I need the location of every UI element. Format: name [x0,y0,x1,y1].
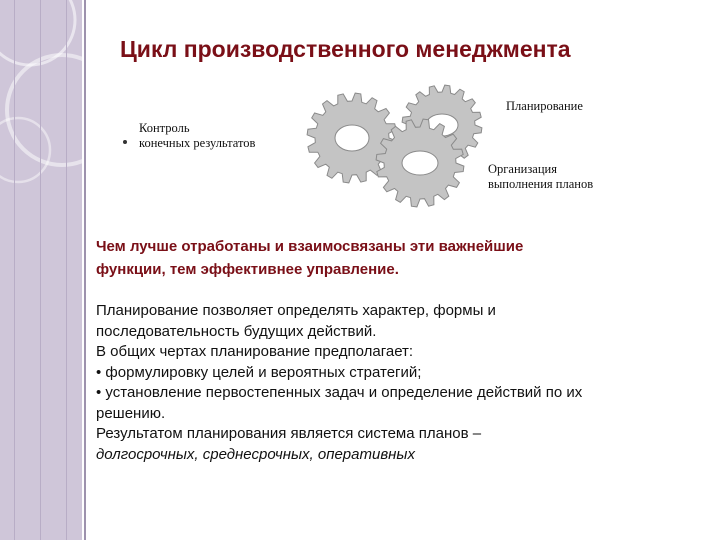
decorative-circles [0,0,82,540]
control-label: Контроль конечных результатов [139,121,256,150]
text-line: долгосрочных, среднесрочных, оперативных [96,445,415,463]
text-line: В общих чертах планирование предполагает: [96,343,414,360]
text-line: последовательность будущих действий. [96,322,377,340]
sidebar-divider [84,0,86,540]
text-line: Результатом планирования является система планов – [96,425,482,442]
sidebar-stripe [40,0,41,540]
text-line: решению. [96,404,166,422]
slide-title: Цикл производственного менеджмента [120,36,571,62]
planning-label: Планирование [506,99,583,113]
gears-diagram [300,82,500,222]
decorative-sidebar [0,0,82,540]
list-item: • формулировку целей и вероятных стратегий; [96,363,422,381]
lead-paragraph: Чем лучше отработаны и взаимосвязаны эти важнейшие функции, тем эффективнее управление. [96,238,524,278]
list-item: • установление первостепенных задач и определение действий по их [96,384,583,401]
bullet-icon [123,140,127,144]
text-line: Планирование позволяет определять характер, формы и [96,302,496,319]
body-paragraph [96,301,696,465]
organization-label: Организация выполнения планов [488,162,594,191]
sidebar-stripe [14,0,15,540]
sidebar-stripe [66,0,67,540]
